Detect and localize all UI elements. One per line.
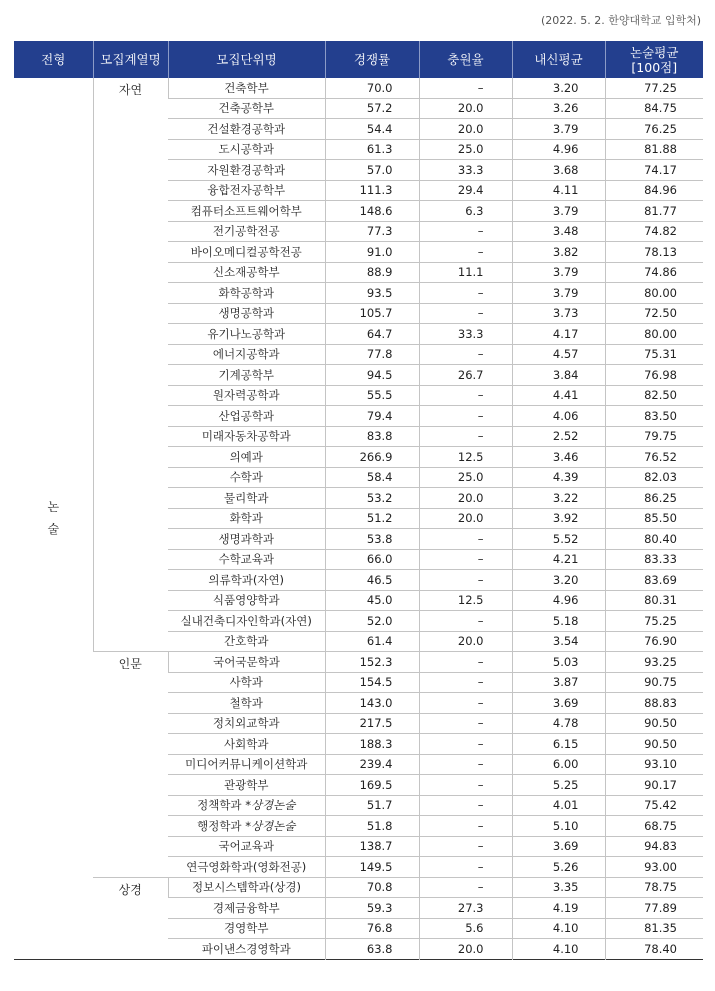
unit-name-cell [168, 488, 325, 509]
unit-name: 실내건축디자인학과(자연) [180, 613, 312, 628]
essay-average-cell: 81.77 [605, 201, 703, 222]
competition-rate-cell: 217.5 [325, 713, 419, 734]
unit-name: 정보시스템학과(상경) [192, 880, 301, 895]
unit-name-cell [168, 816, 325, 837]
fill-rate-cell: 20.0 [419, 119, 512, 140]
fill-rate-cell: – [419, 795, 512, 816]
essay-average-cell: 78.13 [605, 242, 703, 263]
unit-name: 식품영양학과 [212, 593, 280, 608]
competition-rate-cell: 51.7 [325, 795, 419, 816]
competition-rate-cell: 61.4 [325, 631, 419, 652]
fill-rate-cell: 20.0 [419, 488, 512, 509]
gpa-average-cell: 3.48 [512, 221, 605, 242]
header-essay-label: 논술평균 [630, 44, 679, 60]
unit-name-cell [168, 139, 325, 160]
fill-rate-cell: – [419, 877, 512, 898]
fill-rate-cell: 20.0 [419, 98, 512, 119]
unit-name-cell [168, 283, 325, 304]
fill-rate-cell: 25.0 [419, 139, 512, 160]
fill-rate-cell: 26.7 [419, 365, 512, 386]
essay-average-cell: 76.25 [605, 119, 703, 140]
unit-name-cell [168, 713, 325, 734]
unit-name-cell [168, 201, 325, 222]
unit-name: 사회학과 [224, 736, 269, 751]
gpa-average-cell: 4.11 [512, 180, 605, 201]
competition-rate-cell: 149.5 [325, 857, 419, 878]
unit-name-cell [168, 324, 325, 345]
unit-name-cell [168, 877, 325, 898]
competition-rate-cell: 77.8 [325, 344, 419, 365]
essay-average-cell: 94.83 [605, 836, 703, 857]
competition-rate-cell: 91.0 [325, 242, 419, 263]
gpa-average-cell: 3.69 [512, 836, 605, 857]
unit-name-cell [168, 426, 325, 447]
competition-rate-cell: 59.3 [325, 898, 419, 919]
unit-name: 파이낸스경영학과 [201, 941, 291, 956]
unit-name: 전기공학전공 [212, 224, 280, 239]
unit-name: 화학공학과 [218, 285, 275, 300]
fill-rate-cell: – [419, 611, 512, 632]
admission-type-cell [14, 78, 93, 959]
fill-rate-cell: – [419, 549, 512, 570]
unit-note: *상경논술 [245, 798, 296, 813]
essay-average-cell: 76.52 [605, 447, 703, 468]
competition-rate-cell: 77.3 [325, 221, 419, 242]
essay-average-cell: 82.50 [605, 385, 703, 406]
unit-name: 원자력공학과 [212, 388, 280, 403]
fill-rate-cell: – [419, 385, 512, 406]
unit-name: 간호학과 [224, 634, 269, 649]
competition-rate-cell: 79.4 [325, 406, 419, 427]
gpa-average-cell: 3.69 [512, 693, 605, 714]
unit-name: 연극영화학과(영화전공) [186, 859, 307, 874]
fill-rate-cell: – [419, 344, 512, 365]
unit-name-cell [168, 119, 325, 140]
header-field: 모집계열명 [93, 41, 168, 78]
unit-name: 에너지공학과 [212, 347, 280, 362]
gpa-average-cell: 5.10 [512, 816, 605, 837]
fill-rate-cell: – [419, 242, 512, 263]
unit-name-cell [168, 652, 325, 673]
competition-rate-cell: 51.2 [325, 508, 419, 529]
competition-rate-cell: 53.2 [325, 488, 419, 509]
competition-rate-cell: 111.3 [325, 180, 419, 201]
fill-rate-cell: 6.3 [419, 201, 512, 222]
competition-rate-cell: 105.7 [325, 303, 419, 324]
gpa-average-cell: 5.03 [512, 652, 605, 673]
gpa-average-cell: 3.20 [512, 570, 605, 591]
fill-rate-cell: 11.1 [419, 262, 512, 283]
header-essay-scale: [100점] [631, 59, 678, 75]
unit-name: 건축학부 [224, 80, 269, 95]
unit-name: 도시공학과 [218, 142, 275, 157]
competition-rate-cell: 76.8 [325, 918, 419, 939]
unit-name-cell [168, 857, 325, 878]
fill-rate-cell: 29.4 [419, 180, 512, 201]
gpa-average-cell: 3.79 [512, 283, 605, 304]
unit-name-cell [168, 734, 325, 755]
unit-name-cell [168, 221, 325, 242]
competition-rate-cell: 70.8 [325, 877, 419, 898]
unit-name-cell [168, 262, 325, 283]
competition-rate-cell: 239.4 [325, 754, 419, 775]
essay-average-cell: 84.75 [605, 98, 703, 119]
competition-rate-cell: 188.3 [325, 734, 419, 755]
unit-name-cell [168, 344, 325, 365]
essay-average-cell: 90.50 [605, 734, 703, 755]
fill-rate-cell: 20.0 [419, 939, 512, 960]
admission-type-char: 논 [47, 500, 60, 515]
gpa-average-cell: 5.52 [512, 529, 605, 550]
header-unit: 모집단위명 [168, 41, 325, 78]
unit-name-cell [168, 160, 325, 181]
unit-name: 자원환경공학과 [207, 162, 286, 177]
unit-name: 생명과학과 [218, 531, 275, 546]
header-competition: 경쟁률 [325, 41, 419, 78]
fill-rate-cell: – [419, 857, 512, 878]
gpa-average-cell: 4.41 [512, 385, 605, 406]
gpa-average-cell: 5.25 [512, 775, 605, 796]
gpa-average-cell: 4.78 [512, 713, 605, 734]
fill-rate-cell: – [419, 754, 512, 775]
gpa-average-cell: 5.26 [512, 857, 605, 878]
field-group-cell: 상경 [93, 877, 168, 959]
gpa-average-cell: 4.10 [512, 918, 605, 939]
unit-name: 국어교육과 [218, 839, 275, 854]
competition-rate-cell: 46.5 [325, 570, 419, 591]
gpa-average-cell: 3.79 [512, 119, 605, 140]
fill-rate-cell: – [419, 303, 512, 324]
unit-name-cell [168, 365, 325, 386]
competition-rate-cell: 53.8 [325, 529, 419, 550]
unit-name: 미래자동차공학과 [201, 429, 291, 444]
essay-average-cell: 84.96 [605, 180, 703, 201]
competition-rate-cell: 55.5 [325, 385, 419, 406]
unit-name: 수학과 [229, 470, 263, 485]
fill-rate-cell: 33.3 [419, 160, 512, 181]
unit-name: 산업공학과 [218, 408, 275, 423]
competition-rate-cell: 66.0 [325, 549, 419, 570]
fill-rate-cell: – [419, 283, 512, 304]
fill-rate-cell: – [419, 672, 512, 693]
competition-rate-cell: 169.5 [325, 775, 419, 796]
unit-name-cell [168, 549, 325, 570]
essay-average-cell: 78.40 [605, 939, 703, 960]
fill-rate-cell: 27.3 [419, 898, 512, 919]
unit-name: 정책학과 [197, 798, 242, 813]
gpa-average-cell: 3.84 [512, 365, 605, 386]
unit-name-cell [168, 898, 325, 919]
unit-name: 융합전자공학부 [207, 183, 286, 198]
competition-rate-cell: 266.9 [325, 447, 419, 468]
essay-average-cell: 93.00 [605, 857, 703, 878]
unit-name: 경제금융학부 [212, 900, 280, 915]
unit-name-cell [168, 180, 325, 201]
unit-name: 건설환경공학과 [207, 121, 286, 136]
gpa-average-cell: 3.46 [512, 447, 605, 468]
header-gpa: 내신평균 [512, 41, 605, 78]
unit-name: 신소재공학부 [212, 265, 280, 280]
unit-name: 의예과 [229, 449, 263, 464]
essay-average-cell: 79.75 [605, 426, 703, 447]
gpa-average-cell: 3.82 [512, 242, 605, 263]
unit-name: 정치외교학과 [212, 716, 280, 731]
source-note: (2022. 5. 2. 한양대학교 입학처) [540, 14, 701, 27]
fill-rate-cell: 12.5 [419, 447, 512, 468]
fill-rate-cell: – [419, 713, 512, 734]
essay-average-cell: 76.98 [605, 365, 703, 386]
unit-name-cell [168, 693, 325, 714]
gpa-average-cell: 3.35 [512, 877, 605, 898]
essay-average-cell: 90.17 [605, 775, 703, 796]
unit-name-cell [168, 590, 325, 611]
unit-name: 철학과 [229, 695, 263, 710]
competition-rate-cell: 154.5 [325, 672, 419, 693]
gpa-average-cell: 3.26 [512, 98, 605, 119]
fill-rate-cell: – [419, 775, 512, 796]
fill-rate-cell: – [419, 529, 512, 550]
unit-name-cell [168, 631, 325, 652]
header-admission-type: 전형 [14, 41, 93, 78]
fill-rate-cell: 20.0 [419, 508, 512, 529]
competition-rate-cell: 148.6 [325, 201, 419, 222]
competition-rate-cell: 64.7 [325, 324, 419, 345]
fill-rate-cell: 20.0 [419, 631, 512, 652]
fill-rate-cell: – [419, 570, 512, 591]
gpa-average-cell: 4.21 [512, 549, 605, 570]
essay-average-cell: 86.25 [605, 488, 703, 509]
fill-rate-cell: – [419, 652, 512, 673]
essay-average-cell: 74.17 [605, 160, 703, 181]
competition-rate-cell: 52.0 [325, 611, 419, 632]
unit-name: 사학과 [229, 675, 263, 690]
table-body [14, 78, 703, 959]
fill-rate-cell: 5.6 [419, 918, 512, 939]
essay-average-cell: 74.82 [605, 221, 703, 242]
unit-name: 유기나노공학과 [207, 326, 286, 341]
essay-average-cell: 72.50 [605, 303, 703, 324]
essay-average-cell: 80.00 [605, 324, 703, 345]
gpa-average-cell: 4.17 [512, 324, 605, 345]
unit-name: 관광학부 [224, 777, 269, 792]
gpa-average-cell: 4.39 [512, 467, 605, 488]
gpa-average-cell: 3.54 [512, 631, 605, 652]
gpa-average-cell: 4.06 [512, 406, 605, 427]
admission-results-table [14, 41, 703, 960]
fill-rate-cell: – [419, 734, 512, 755]
fill-rate-cell: – [419, 221, 512, 242]
essay-average-cell: 80.40 [605, 529, 703, 550]
unit-name-cell [168, 447, 325, 468]
competition-rate-cell: 94.5 [325, 365, 419, 386]
competition-rate-cell: 63.8 [325, 939, 419, 960]
unit-name-cell [168, 242, 325, 263]
gpa-average-cell: 3.20 [512, 78, 605, 98]
unit-name: 국어국문학과 [213, 654, 280, 669]
unit-name-cell [168, 303, 325, 324]
unit-name-cell [168, 467, 325, 488]
gpa-average-cell: 3.73 [512, 303, 605, 324]
unit-name: 미디어커뮤니케이션학과 [185, 757, 308, 772]
essay-average-cell: 83.50 [605, 406, 703, 427]
unit-name-cell [168, 78, 325, 98]
gpa-average-cell: 5.18 [512, 611, 605, 632]
competition-rate-cell: 83.8 [325, 426, 419, 447]
fill-rate-cell: – [419, 816, 512, 837]
gpa-average-cell: 2.52 [512, 426, 605, 447]
competition-rate-cell: 143.0 [325, 693, 419, 714]
field-group-cell: 인문 [93, 652, 168, 878]
unit-name: 화학과 [229, 511, 263, 526]
gpa-average-cell: 4.57 [512, 344, 605, 365]
essay-average-cell: 77.89 [605, 898, 703, 919]
fill-rate-cell: 25.0 [419, 467, 512, 488]
competition-rate-cell: 51.8 [325, 816, 419, 837]
essay-average-cell: 82.03 [605, 467, 703, 488]
unit-name: 수학교육과 [218, 552, 275, 567]
competition-rate-cell: 54.4 [325, 119, 419, 140]
competition-rate-cell: 93.5 [325, 283, 419, 304]
essay-average-cell: 90.50 [605, 713, 703, 734]
essay-average-cell: 80.00 [605, 283, 703, 304]
competition-rate-cell: 152.3 [325, 652, 419, 673]
gpa-average-cell: 3.79 [512, 262, 605, 283]
unit-name-cell [168, 672, 325, 693]
unit-name: 행정학과 [197, 818, 242, 833]
competition-rate-cell: 57.2 [325, 98, 419, 119]
unit-name: 바이오메디컬공학전공 [190, 244, 302, 259]
essay-average-cell: 90.75 [605, 672, 703, 693]
field-group-cell: 자연 [93, 78, 168, 652]
unit-name-cell [168, 570, 325, 591]
essay-average-cell: 81.88 [605, 139, 703, 160]
gpa-average-cell: 3.22 [512, 488, 605, 509]
essay-average-cell: 81.35 [605, 918, 703, 939]
competition-rate-cell: 88.9 [325, 262, 419, 283]
essay-average-cell: 83.33 [605, 549, 703, 570]
unit-name-cell [168, 775, 325, 796]
unit-name-cell [168, 406, 325, 427]
essay-average-cell: 88.83 [605, 693, 703, 714]
essay-average-cell: 76.90 [605, 631, 703, 652]
fill-rate-cell: – [419, 406, 512, 427]
unit-name-cell [168, 918, 325, 939]
essay-average-cell: 83.69 [605, 570, 703, 591]
gpa-average-cell: 3.68 [512, 160, 605, 181]
table-row [14, 78, 703, 98]
essay-average-cell: 68.75 [605, 816, 703, 837]
unit-name: 물리학과 [224, 490, 269, 505]
gpa-average-cell: 4.96 [512, 139, 605, 160]
unit-name: 의류학과(자연) [208, 572, 285, 587]
gpa-average-cell: 3.79 [512, 201, 605, 222]
unit-name-cell [168, 795, 325, 816]
table-row [14, 877, 703, 898]
unit-name-cell [168, 836, 325, 857]
essay-average-cell: 75.31 [605, 344, 703, 365]
competition-rate-cell: 138.7 [325, 836, 419, 857]
header-fill-rate: 충원율 [419, 41, 512, 78]
unit-name-cell [168, 754, 325, 775]
gpa-average-cell: 3.87 [512, 672, 605, 693]
fill-rate-cell: – [419, 836, 512, 857]
fill-rate-cell: – [419, 426, 512, 447]
unit-name-cell [168, 611, 325, 632]
unit-name: 생명공학과 [218, 306, 275, 321]
unit-name-cell [168, 529, 325, 550]
header-essay [605, 41, 703, 78]
unit-name-cell [168, 98, 325, 119]
table-row [14, 652, 703, 673]
unit-name: 경영학부 [224, 921, 269, 936]
essay-average-cell: 75.42 [605, 795, 703, 816]
gpa-average-cell: 6.00 [512, 754, 605, 775]
unit-name-cell [168, 508, 325, 529]
competition-rate-cell: 58.4 [325, 467, 419, 488]
unit-note: *상경논술 [245, 818, 296, 833]
unit-name-cell [168, 939, 325, 960]
fill-rate-cell: – [419, 693, 512, 714]
gpa-average-cell: 4.10 [512, 939, 605, 960]
unit-name: 건축공학부 [218, 101, 275, 116]
competition-rate-cell: 57.0 [325, 160, 419, 181]
unit-name: 컴퓨터소프트웨어학부 [190, 203, 302, 218]
essay-average-cell: 75.25 [605, 611, 703, 632]
competition-rate-cell: 61.3 [325, 139, 419, 160]
gpa-average-cell: 4.96 [512, 590, 605, 611]
fill-rate-cell: 33.3 [419, 324, 512, 345]
essay-average-cell: 74.86 [605, 262, 703, 283]
essay-average-cell: 77.25 [605, 78, 703, 98]
competition-rate-cell: 70.0 [325, 78, 419, 98]
essay-average-cell: 85.50 [605, 508, 703, 529]
fill-rate-cell: – [419, 78, 512, 98]
competition-rate-cell: 45.0 [325, 590, 419, 611]
essay-average-cell: 80.31 [605, 590, 703, 611]
gpa-average-cell: 4.19 [512, 898, 605, 919]
unit-name: 기계공학부 [218, 367, 275, 382]
essay-average-cell: 93.25 [605, 652, 703, 673]
gpa-average-cell: 4.01 [512, 795, 605, 816]
essay-average-cell: 93.10 [605, 754, 703, 775]
gpa-average-cell: 6.15 [512, 734, 605, 755]
essay-average-cell: 78.75 [605, 877, 703, 898]
gpa-average-cell: 3.92 [512, 508, 605, 529]
unit-name-cell [168, 385, 325, 406]
fill-rate-cell: 12.5 [419, 590, 512, 611]
header-row [14, 41, 703, 78]
admission-type-char: 술 [47, 522, 60, 537]
